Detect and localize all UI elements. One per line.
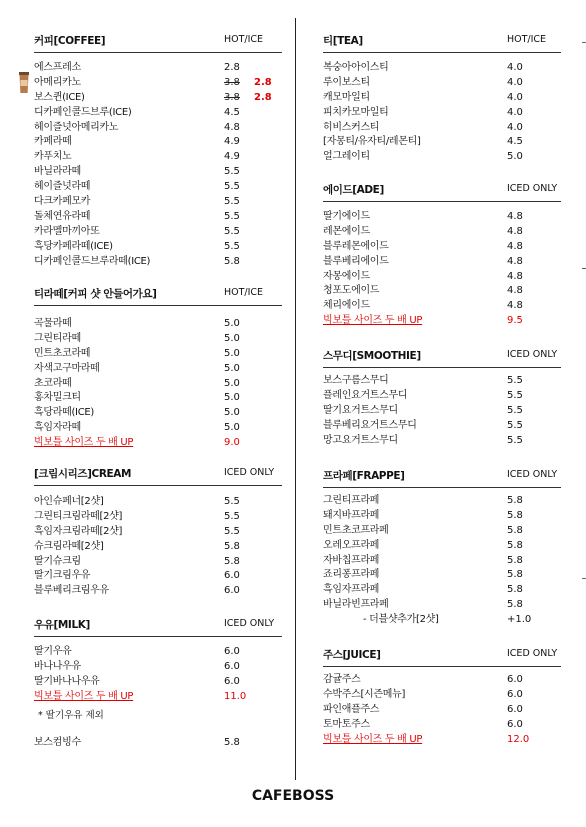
smoothie-divider: [323, 367, 561, 368]
menu-item-row: [323, 509, 568, 524]
menu-item-price: 5.8: [224, 555, 240, 567]
menu-item-name: 죠리퐁프라페: [323, 569, 380, 581]
menu-item-row: [323, 613, 568, 628]
menu-item-price: 5.8: [507, 584, 523, 596]
menu-item-row: [34, 165, 284, 180]
menu-item-price: 6.0: [224, 570, 240, 582]
menu-item-price: 6.0: [507, 703, 523, 715]
tea-section: [323, 33, 568, 163]
ade-divider: [323, 201, 561, 202]
menu-item-row: [34, 391, 284, 406]
menu-item-row: [34, 406, 284, 421]
menu-item-name: 흑임자라떼: [34, 422, 81, 434]
menu-item-row: [323, 703, 568, 718]
menu-item-name: 바닐라라떼: [34, 166, 81, 178]
menu-item-row: [323, 135, 568, 150]
menu-item-row: [323, 583, 568, 598]
menu-item-row: [34, 421, 284, 436]
menu-item-name: 토마토주스: [323, 718, 370, 730]
menu-item-name: 오레오프라페: [323, 539, 380, 551]
menu-item-price: 5.8: [507, 509, 523, 521]
menu-item-price: 11.0: [224, 690, 247, 702]
menu-item-name: 히비스커스티: [323, 121, 380, 133]
menu-item-row: [34, 362, 284, 377]
menu-item-row: [34, 150, 284, 165]
juice-section: [323, 647, 568, 745]
menu-item-price: 5.5: [224, 496, 240, 507]
bingsu-row: [34, 736, 284, 751]
menu-item-row: [34, 195, 284, 210]
menu-item-price: 5.0: [224, 392, 240, 404]
menu-item-name: 디카페인콜드브루라떼(ICE): [34, 255, 151, 267]
menu-item-name: 자바칩프라페: [323, 554, 380, 566]
tea-divider: [323, 52, 561, 53]
menu-item-price: 5.0: [224, 422, 240, 434]
menu-item-row: [323, 494, 568, 509]
cream-type: ICED ONLY: [224, 467, 275, 478]
menu-item-name: - 더블샷추가[2샷]: [363, 614, 439, 626]
menu-item-name: 흑임자프라페: [323, 584, 380, 596]
menu-item-row: [34, 225, 284, 240]
menu-item-row: [34, 317, 284, 332]
bingsu-name: 보스컴빙수: [34, 737, 81, 748]
menu-item-row: [34, 106, 284, 121]
menu-item-name: 블루베리크림우유: [34, 585, 109, 597]
menu-item-row: [323, 733, 568, 748]
menu-item-name: 감귤주스: [323, 674, 361, 685]
menu-item-row: [34, 180, 284, 195]
menu-item-name: 루이보스티: [323, 76, 370, 88]
menu-item-name: 블루베리에이드: [323, 255, 389, 267]
menu-item-row: [323, 91, 568, 106]
coffee-cup-icon: [18, 70, 30, 94]
menu-item-name: 블루베리요거트스무디: [323, 419, 417, 431]
menu-item-row: [323, 150, 568, 165]
menu-item-sale-price: 2.8: [254, 76, 272, 88]
menu-item-price: 5.0: [224, 332, 240, 344]
menu-item-row: [34, 76, 284, 91]
menu-item-row: [34, 645, 284, 660]
edge-mark: [582, 42, 586, 43]
menu-item-row: [323, 434, 568, 449]
menu-item-price: 5.5: [507, 389, 523, 401]
menu-item-row: [323, 106, 568, 121]
menu-item-price: 4.5: [224, 106, 240, 118]
menu-item-name: 딸기우유: [34, 646, 72, 657]
menu-item-price: 5.5: [224, 525, 240, 537]
menu-item-row: [34, 121, 284, 136]
menu-item-row: [323, 374, 568, 389]
milk-note: * 딸기우유 제외: [38, 710, 104, 721]
frappe-divider: [323, 487, 561, 488]
menu-item-row: [323, 673, 568, 688]
ade-title: 에이드[ADE]: [323, 184, 384, 196]
juice-type: ICED ONLY: [507, 648, 558, 659]
menu-item-name: 캐모마일티: [323, 91, 370, 103]
menu-item-name: 딸기요거트스무디: [323, 404, 398, 416]
menu-item-row: [323, 688, 568, 703]
menu-item-price: 9.0: [224, 437, 240, 449]
menu-item-price: 4.0: [507, 106, 523, 118]
menu-item-price: 4.0: [507, 76, 523, 88]
menu-item-row: [34, 332, 284, 347]
menu-item-row: [34, 690, 284, 705]
menu-item-price: 4.9: [224, 136, 240, 148]
menu-item-price: 5.5: [224, 240, 240, 252]
menu-item-name: 그린티크림라떼[2샷]: [34, 510, 123, 522]
menu-item-row: [323, 76, 568, 91]
edge-mark: [582, 578, 586, 579]
juice-title: 주스[JUICE]: [323, 649, 381, 661]
ade-type: ICED ONLY: [507, 183, 558, 194]
menu-item-price: 5.5: [224, 225, 240, 237]
menu-item-name: 파인애플주스: [323, 703, 380, 715]
menu-item-name: 슈크림라떼[2샷]: [34, 540, 104, 552]
latte-divider: [34, 305, 282, 306]
menu-item-price: 4.0: [507, 121, 523, 133]
menu-item-row: [323, 718, 568, 733]
menu-item-name: 빅보틀 사이즈 두 배 UP: [34, 690, 134, 702]
menu-item-name: 체리에이드: [323, 300, 370, 312]
menu-item-name: 아메리카노: [34, 76, 81, 88]
milk-divider: [34, 636, 282, 637]
menu-item-price: 5.0: [224, 362, 240, 374]
menu-item-row: [34, 255, 284, 270]
juice-divider: [323, 666, 561, 667]
menu-item-row: [34, 660, 284, 675]
menu-item-price: 4.8: [507, 270, 523, 282]
menu-item-name: 흑당라떼(ICE): [34, 407, 94, 419]
menu-item-name: 돼지바프라페: [323, 509, 380, 521]
smoothie-section: [323, 348, 568, 446]
menu-item-price: 4.8: [507, 240, 523, 252]
menu-item-name: 빅보틀 사이즈 두 배 UP: [323, 315, 423, 327]
latte-type: HOT/ICE: [224, 287, 264, 298]
menu-item-row: [323, 255, 568, 270]
menu-item-name: 흑임자크림라떼[2샷]: [34, 525, 123, 537]
menu-item-name: 홍차밀크티: [34, 392, 81, 404]
frappe-title: 프라페[FRAPPE]: [323, 470, 405, 482]
menu-item-name: 카페라떼: [34, 136, 72, 148]
menu-item-price: 6.0: [507, 674, 523, 685]
menu-item-row: [323, 524, 568, 539]
menu-item-price: 5.5: [507, 419, 523, 431]
menu-item-name: 민트초코라떼: [34, 347, 91, 359]
menu-item-price: 5.0: [224, 318, 240, 329]
menu-item-price: 5.5: [507, 404, 523, 416]
menu-item-price: 6.0: [507, 718, 523, 730]
menu-item-name: 보스구름스무디: [323, 375, 389, 386]
tea-type: HOT/ICE: [507, 34, 547, 45]
menu-item-price: 5.5: [224, 210, 240, 222]
milk-type: ICED ONLY: [224, 618, 275, 629]
menu-item-name: 카라멜마끼아또: [34, 225, 100, 237]
edge-mark: [582, 268, 586, 269]
frappe-type: ICED ONLY: [507, 469, 558, 480]
menu-item-price: 4.8: [224, 121, 240, 133]
menu-item-row: [34, 210, 284, 225]
menu-item-price: 5.5: [507, 434, 523, 446]
menu-item-price: +1.0: [507, 614, 532, 626]
menu-item-row: [34, 240, 284, 255]
menu-item-name: 딸기크림우유: [34, 570, 91, 582]
menu-item-name: 바나나우유: [34, 660, 81, 672]
menu-item-name: 카푸치노: [34, 151, 72, 163]
menu-item-price: 5.8: [507, 599, 523, 611]
menu-item-row: [323, 61, 568, 76]
menu-item-price: 5.0: [224, 347, 240, 359]
menu-item-name: 자몽에이드: [323, 270, 370, 282]
latte-title: 티라떼[커피 샷 안들어가요]: [34, 288, 157, 300]
menu-item-name: 딸기슈크림: [34, 555, 81, 567]
smoothie-title: 스무디[SMOOTHIE]: [323, 350, 421, 362]
menu-item-price: 5.5: [224, 166, 240, 178]
menu-item-row: [34, 675, 284, 690]
menu-item-price: 9.5: [507, 315, 523, 327]
menu-item-name: 헤이즐넛라떼: [34, 181, 91, 193]
menu-item-name: 보스퀸(ICE): [34, 91, 85, 103]
menu-item-price: 5.0: [507, 151, 523, 163]
menu-item-name: 바닐라빈프라페: [323, 599, 389, 611]
menu-item-row: [323, 210, 568, 225]
menu-item-row: [323, 568, 568, 583]
menu-item-name: 빅보틀 사이즈 두 배 UP: [34, 437, 134, 449]
menu-item-name: 아인슈페너[2샷]: [34, 496, 104, 507]
menu-item-row: [323, 314, 568, 329]
menu-item-price: 4.8: [507, 285, 523, 297]
menu-item-row: [34, 436, 284, 451]
menu-item-price: 5.5: [224, 510, 240, 522]
menu-item-name: 레몬에이드: [323, 225, 370, 237]
menu-item-row: [34, 555, 284, 570]
column-divider: [295, 18, 296, 780]
cream-section: [34, 466, 284, 597]
menu-item-price: 6.0: [224, 646, 240, 657]
menu-item-row: [323, 598, 568, 613]
ade-section: [323, 182, 568, 327]
menu-item-price: 5.8: [507, 554, 523, 566]
menu-item-name: 청포도에이드: [323, 285, 380, 297]
menu-item-row: [323, 299, 568, 314]
coffee-section: [34, 33, 284, 267]
menu-item-row: [34, 540, 284, 555]
menu-item-name: 다크카페모카: [34, 196, 91, 208]
menu-item-row: [34, 495, 284, 510]
tea-title: 티[TEA]: [323, 35, 363, 47]
menu-item-name: 헤이즐넛아메리카노: [34, 121, 119, 133]
menu-item-row: [323, 539, 568, 554]
menu-item-row: [34, 569, 284, 584]
menu-item-row: [323, 404, 568, 419]
menu-item-price: 6.0: [224, 585, 240, 597]
menu-item-row: [34, 135, 284, 150]
menu-item-name: 곡물라떼: [34, 318, 72, 329]
milk-title: 우유[MILK]: [34, 619, 90, 631]
menu-item-name: 복숭아아이스티: [323, 62, 389, 73]
cream-divider: [34, 485, 282, 486]
menu-item-name: 디카페인콜드브루(ICE): [34, 106, 132, 118]
menu-item-price: 4.5: [507, 136, 523, 148]
menu-item-price: 3.8: [224, 76, 240, 88]
menu-item-row: [323, 389, 568, 404]
menu-item-row: [34, 347, 284, 362]
menu-item-row: [34, 377, 284, 392]
menu-item-price: 5.8: [507, 569, 523, 581]
menu-item-name: 에스프레소: [34, 62, 81, 73]
menu-item-name: 망고요거트스무디: [323, 434, 398, 446]
menu-item-price: 4.8: [507, 225, 523, 237]
menu-item-name: 얼그레이티: [323, 151, 370, 163]
menu-item-price: 12.0: [507, 733, 530, 745]
menu-item-row: [34, 61, 284, 76]
menu-item-price: 5.8: [507, 524, 523, 536]
menu-item-price: 5.8: [507, 495, 523, 506]
menu-item-row: [323, 554, 568, 569]
menu-item-name: 그린티라떼: [34, 332, 81, 344]
menu-item-price: 5.8: [224, 255, 240, 267]
latte-section: [34, 286, 284, 449]
menu-item-price: 4.0: [507, 91, 523, 103]
menu-item-row: [34, 525, 284, 540]
coffee-divider: [34, 52, 282, 53]
menu-item-row: [323, 270, 568, 285]
menu-item-row: [323, 284, 568, 299]
cream-title: [크림시리즈]CREAM: [34, 468, 132, 480]
menu-item-sale-price: 2.8: [254, 91, 272, 103]
menu-item-price: 4.8: [507, 300, 523, 312]
menu-item-price: 4.8: [507, 211, 523, 222]
menu-item-name: 딸기바나나우유: [34, 675, 100, 687]
menu-item-price: 5.8: [507, 539, 523, 551]
menu-item-price: 3.8: [224, 91, 240, 103]
menu-item-row: [323, 225, 568, 240]
frappe-section: [323, 468, 568, 626]
coffee-title: 커피[COFFEE]: [34, 35, 106, 47]
menu-item-price: 2.8: [224, 62, 240, 73]
menu-item-name: 피치카모마일티: [323, 106, 389, 118]
smoothie-type: ICED ONLY: [507, 349, 558, 360]
menu-item-price: 5.5: [224, 196, 240, 208]
menu-item-name: 딸기에이드: [323, 211, 370, 222]
menu-item-price: 6.0: [507, 688, 523, 700]
menu-item-name: 자색고구마라떼: [34, 362, 100, 374]
menu-item-price: 6.0: [224, 675, 240, 687]
menu-item-price: 4.9: [224, 151, 240, 163]
milk-section: [34, 617, 284, 748]
menu-item-price: 4.8: [507, 255, 523, 267]
menu-item-price: 6.0: [224, 660, 240, 672]
menu-item-name: 플레인요거트스무디: [323, 389, 408, 401]
menu-item-name: 민트초코프라페: [323, 524, 389, 536]
menu-item-price: 5.8: [224, 540, 240, 552]
menu-item-row: [34, 91, 284, 106]
menu-item-name: 수박주스[시즌메뉴]: [323, 688, 406, 700]
coffee-type: HOT/ICE: [224, 34, 264, 45]
menu-item-name: 흑당카페라떼(ICE): [34, 240, 113, 252]
menu-item-name: 블루레몬에이드: [323, 240, 389, 252]
menu-item-name: 초코라떼: [34, 377, 72, 389]
menu-item-row: [34, 584, 284, 599]
menu-item-name: 빅보틀 사이즈 두 배 UP: [323, 733, 423, 745]
menu-item-price: 5.0: [224, 407, 240, 419]
menu-item-price: 5.5: [507, 375, 523, 386]
menu-item-row: [323, 419, 568, 434]
menu-item-price: 5.0: [224, 377, 240, 389]
brand-footer: CAFEBOSS: [251, 788, 335, 804]
bingsu-price: 5.8: [224, 737, 240, 748]
menu-item-row: [323, 240, 568, 255]
menu-item-name: 돌체연유라떼: [34, 210, 91, 222]
menu-item-price: 4.0: [507, 62, 523, 73]
menu-item-price: 5.5: [224, 181, 240, 193]
menu-item-row: [34, 510, 284, 525]
menu-item-name: 그린티프라페: [323, 495, 380, 506]
menu-item-row: [323, 121, 568, 136]
menu-item-name: [자몽티/유자티/레몬티]: [323, 136, 421, 148]
